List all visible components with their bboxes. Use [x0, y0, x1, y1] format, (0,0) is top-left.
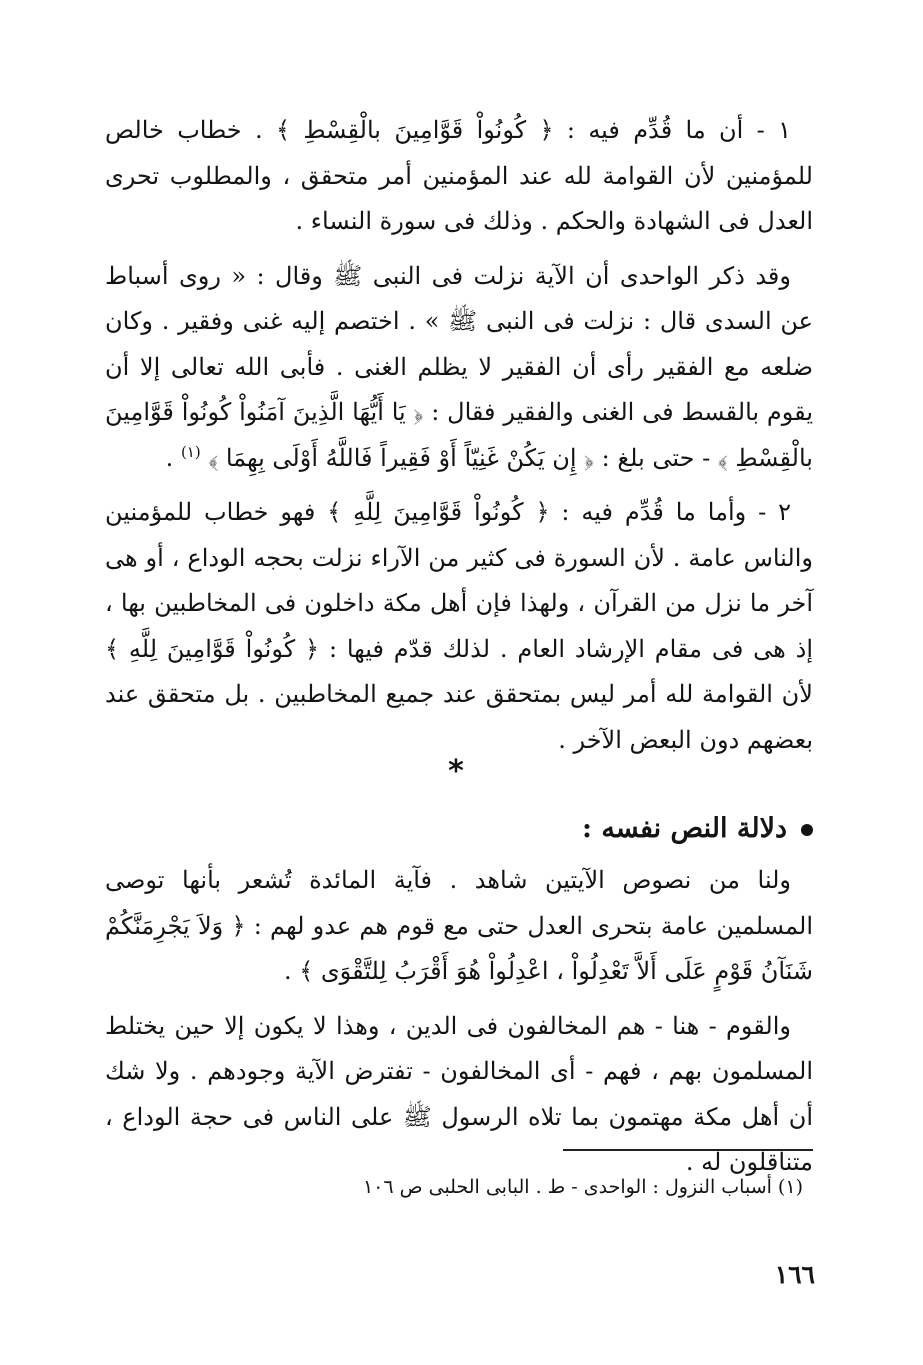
main-text-continued [105, 858, 813, 1186]
paragraph-2-end: . [165, 443, 181, 472]
section-heading [582, 807, 813, 851]
footnote-divider [563, 1149, 813, 1151]
footnote-reference: (١) [180, 442, 201, 461]
section-separator: * [448, 754, 464, 789]
main-text [105, 108, 813, 763]
paragraph-2-text: وقد ذكر الواحدى أن الآية نزلت فى النبى ﷺ وقال : « روى أسباط عن السدى قال : نزلت فى النبى ﷺ » . اختصم إليه غنى وفقير . وكان ضلعه مع الفقير رأى أن الفقير لا يظلم الغنى . فأبى الله تعالى إلا أن يقوم بالقسط فى الغنى والفقير فقال : ﴿ يَا أَيُّهَا الَّذِينَ آمَنُواْ كُونُواْ قَوَّامِينَ بالْقِسْطِ ﴾ - حتى بلغ : ﴿ إِن يَكُنْ غَنِيّاً أَوْ فَقِيراً فَاللَّهُ أَوْلَى بِهِمَا ﴾ [105, 261, 813, 472]
page-number: ١٦٦ [774, 1260, 815, 1289]
paragraph-1: ١ - أن ما قُدِّم فيه : ﴿ كُونُواْ قَوَّامِينَ بالْقِسْطِ ﴾ . خطاب خالص للمؤمنين لأن القوامة لله عند المؤمنين أمر متحقق ، والمطلوب تحرى العدل فى الشهادة والحكم . وذلك فى سورة النساء . [105, 116, 813, 235]
bullet-icon [801, 824, 813, 836]
footnote: (١) أسباب النزول : الواحدى - ط . البابى الحلبى ص ١٠٦ [362, 1176, 803, 1198]
paragraph-4: ولنا من نصوص الآيتين شاهد . فآية المائدة تُشعر بأنها توصى المسلمين عامة بتحرى العدل حتى مع قوم هم عدو لهم : ﴿ وَلاَ يَجْرِمَنَّكُمْ شَنَآنُ قَوْمٍ عَلَى أَلاَّ تَعْدِلُواْ ، اعْدِلُواْ هُوَ أَقْرَبُ لِلتَّقْوَى ﴾ . [105, 866, 813, 985]
paragraph-5: والقوم - هنا - هم المخالفون فى الدين ، وهذا لا يكون إلا حين يختلط المسلمون بهم ، فهم - أى المخالفون - تفترض الآية وجودهم . ولا شك أن أهل مكة مهتمون بما تلاه الرسول ﷺ على الناس فى حجة الوداع ، متناقلون له . [105, 1011, 813, 1176]
section-title: دلالة النص نفسه : [582, 813, 787, 844]
paragraph-2 [105, 254, 813, 482]
paragraph-3: ٢ - وأما ما قُدِّم فيه : ﴿ كُونُواْ قَوَّامِينَ لِلَّهِ ﴾ فهو خطاب للمؤمنين والناس عامة . لأن السورة فى كثير من الآراء نزلت بحجه الوداع ، أو هى آخر ما نزل من القرآن ، ولهذا فإن أهل مكة داخلون فى المخاطبين بها ، إذ هى فى مقام الإرشاد العام . لذلك قدّم فيها : ﴿ كُونُواْ قَوَّامِينَ لِلَّهِ ﴾ لأن القوامة لله أمر ليس بمتحقق عند جميع المخاطبين . بل متحقق عند بعضهم دون البعض الآخر . [105, 498, 813, 754]
